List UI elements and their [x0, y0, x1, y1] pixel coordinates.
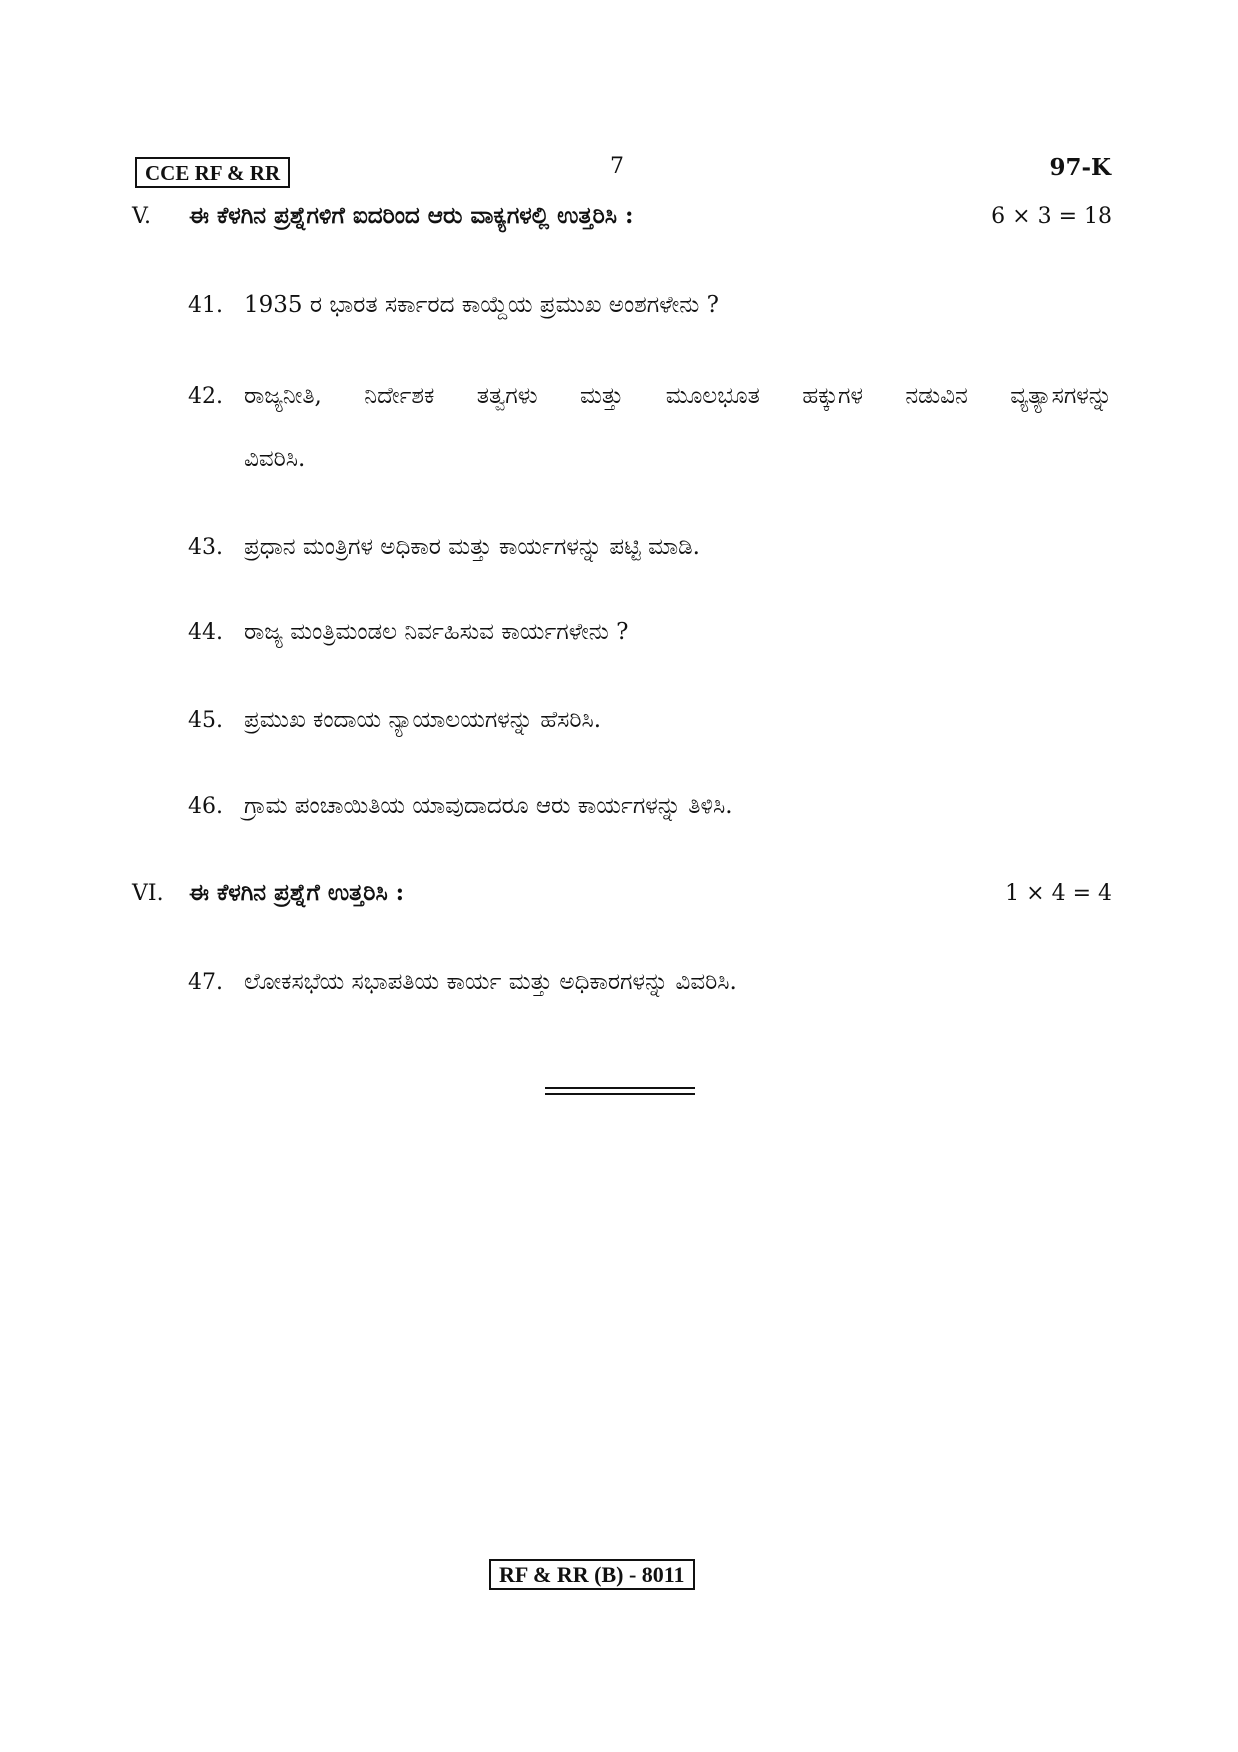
question-number: 43.	[188, 535, 223, 560]
question-text-line-2: ವಿವರಿಸಿ.	[244, 446, 306, 472]
question-text-line-1: ರಾಜ್ಯನೀತಿ, ನಿರ್ದೇಶಕ ತತ್ವಗಳು ಮತ್ತು ಮೂಲಭೂತ ಹಕ್ಕುಗಳ ನಡುವಿನ ವ್ಯತ್ಯಾಸಗಳನ್ನು	[244, 383, 1112, 409]
section-label-v: V.	[132, 204, 152, 229]
rule-line	[545, 1087, 695, 1089]
section-marks-v: 6 × 3 = 18	[991, 204, 1112, 229]
header-course-code: CCE RF & RR	[135, 157, 290, 188]
question-number: 44.	[188, 620, 223, 645]
footer-paper-code: RF & RR (B) - 8011	[489, 1559, 695, 1590]
rule-line	[545, 1093, 695, 1095]
question-text: 1935 ರ ಭಾರತ ಸರ್ಕಾರದ ಕಾಯ್ದೆಯ ಪ್ರಮುಖ ಅಂಶಗಳೇನು ?	[244, 292, 719, 318]
section-marks-vi: 1 × 4 = 4	[1005, 881, 1112, 906]
section-instruction-vi: ಈ ಕೆಳಗಿನ ಪ್ರಶ್ನೆಗೆ ಉತ್ತರಿಸಿ :	[189, 879, 405, 906]
paper-code: 97-K	[1049, 154, 1111, 181]
question-text: ರಾಜ್ಯ ಮಂತ್ರಿಮಂಡಲ ನಿರ್ವಹಿಸುವ ಕಾರ್ಯಗಳೇನು ?	[244, 619, 629, 645]
question-text: ಲೋಕಸಭೆಯ ಸಭಾಪತಿಯ ಕಾರ್ಯ ಮತ್ತು ಅಧಿಕಾರಗಳನ್ನು ವಿವರಿಸಿ.	[244, 969, 737, 995]
question-number: 47.	[188, 970, 223, 995]
question-number: 41.	[188, 293, 223, 318]
page-number: 7	[610, 154, 624, 179]
question-number: 42.	[188, 384, 223, 409]
end-of-questions-rule	[545, 1087, 695, 1095]
section-instruction-v: ಈ ಕೆಳಗಿನ ಪ್ರಶ್ನೆಗಳಿಗೆ ಐದರಿಂದ ಆರು ವಾಕ್ಯಗಳಲ್ಲಿ ಉತ್ತರಿಸಿ :	[189, 202, 634, 229]
question-number: 45.	[188, 708, 223, 733]
question-text: ಪ್ರಮುಖ ಕಂದಾಯ ನ್ಯಾಯಾಲಯಗಳನ್ನು ಹೆಸರಿಸಿ.	[244, 707, 602, 733]
section-label-vi: VI.	[132, 881, 164, 906]
question-number: 46.	[188, 794, 223, 819]
question-text: ಪ್ರಧಾನ ಮಂತ್ರಿಗಳ ಅಧಿಕಾರ ಮತ್ತು ಕಾರ್ಯಗಳನ್ನು ಪಟ್ಟಿ ಮಾಡಿ.	[244, 534, 700, 560]
question-text: ಗ್ರಾಮ ಪಂಚಾಯಿತಿಯ ಯಾವುದಾದರೂ ಆರು ಕಾರ್ಯಗಳನ್ನು ತಿಳಿಸಿ.	[244, 793, 733, 819]
